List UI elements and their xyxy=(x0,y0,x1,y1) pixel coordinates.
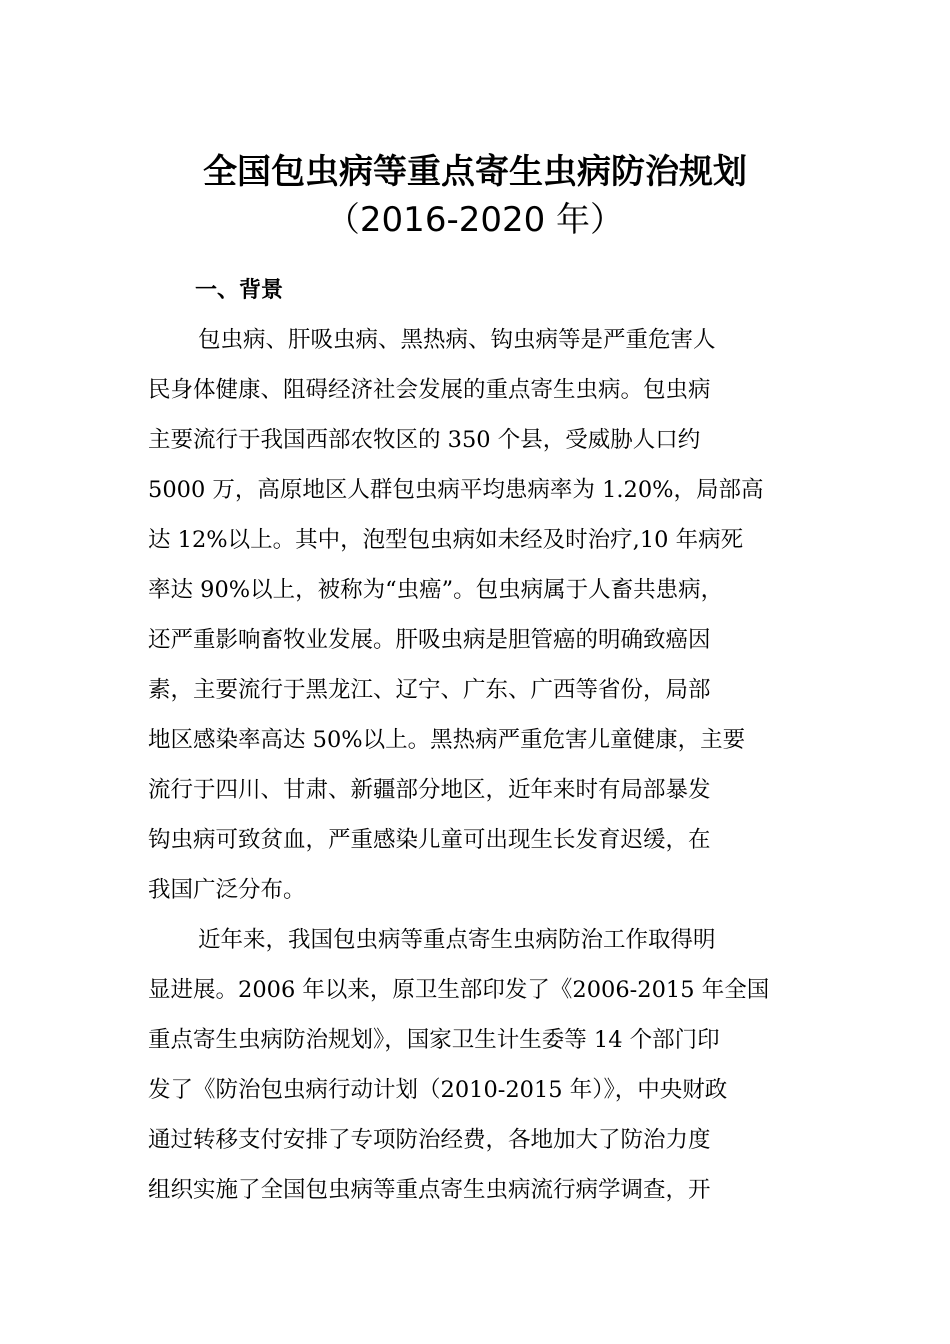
text-line: 钩虫病可致贫血，严重感染儿童可出现生长发育迟缓，在 xyxy=(148,827,711,853)
text-line: 还严重影响畜牧业发展。肝吸虫病是胆管癌的明确致癌因 xyxy=(148,627,711,653)
text-line: 流行于四川、甘肃、新疆部分地区，近年来时有局部暴发 xyxy=(148,777,711,803)
document-subtitle-years: （2016-2020 年） xyxy=(325,200,625,240)
text-line: 地区感染率高达 50%以上。黑热病严重危害儿童健康，主要 xyxy=(148,727,746,753)
text-line: 民身体健康、阻碍经济社会发展的重点寄生虫病。包虫病 xyxy=(148,377,711,403)
text-line: 达 12%以上。其中，泡型包虫病如未经及时治疗,10 年病死 xyxy=(148,527,744,553)
text-line: 发了《防治包虫病行动计划（2010-2015 年）》，中央财政 xyxy=(148,1077,728,1103)
paragraph xyxy=(148,915,828,1215)
section-heading: 一、背景 xyxy=(195,278,284,303)
text-line: 5000 万，高原地区人群包虫病平均患病率为 1.20%，局部高 xyxy=(148,477,764,503)
text-line: 主要流行于我国西部农牧区的 350 个县，受威胁人口约 xyxy=(148,427,701,453)
text-line: 通过转移支付安排了专项防治经费，各地加大了防治力度 xyxy=(148,1127,711,1153)
text-line: 近年来，我国包虫病等重点寄生虫病防治工作取得明 xyxy=(198,927,716,953)
text-line: 重点寄生虫病防治规划》，国家卫生计生委等 14 个部门印 xyxy=(148,1027,720,1053)
text-line: 包虫病、肝吸虫病、黑热病、钩虫病等是严重危害人 xyxy=(198,327,716,353)
text-line: 组织实施了全国包虫病等重点寄生虫病流行病学调查，开 xyxy=(148,1177,711,1203)
text-line: 我国广泛分布。 xyxy=(148,877,306,903)
paragraph xyxy=(148,315,828,915)
text-line: 率达 90%以上，被称为“虫癌”。包虫病属于人畜共患病， xyxy=(148,577,724,603)
document-title: 全国包虫病等重点寄生虫病防治规划 xyxy=(203,152,747,192)
text-line: 显进展。2006 年以来，原卫生部印发了《2006-2015 年全国 xyxy=(148,977,770,1003)
text-line: 素，主要流行于黑龙江、辽宁、广东、广西等省份，局部 xyxy=(148,677,711,703)
